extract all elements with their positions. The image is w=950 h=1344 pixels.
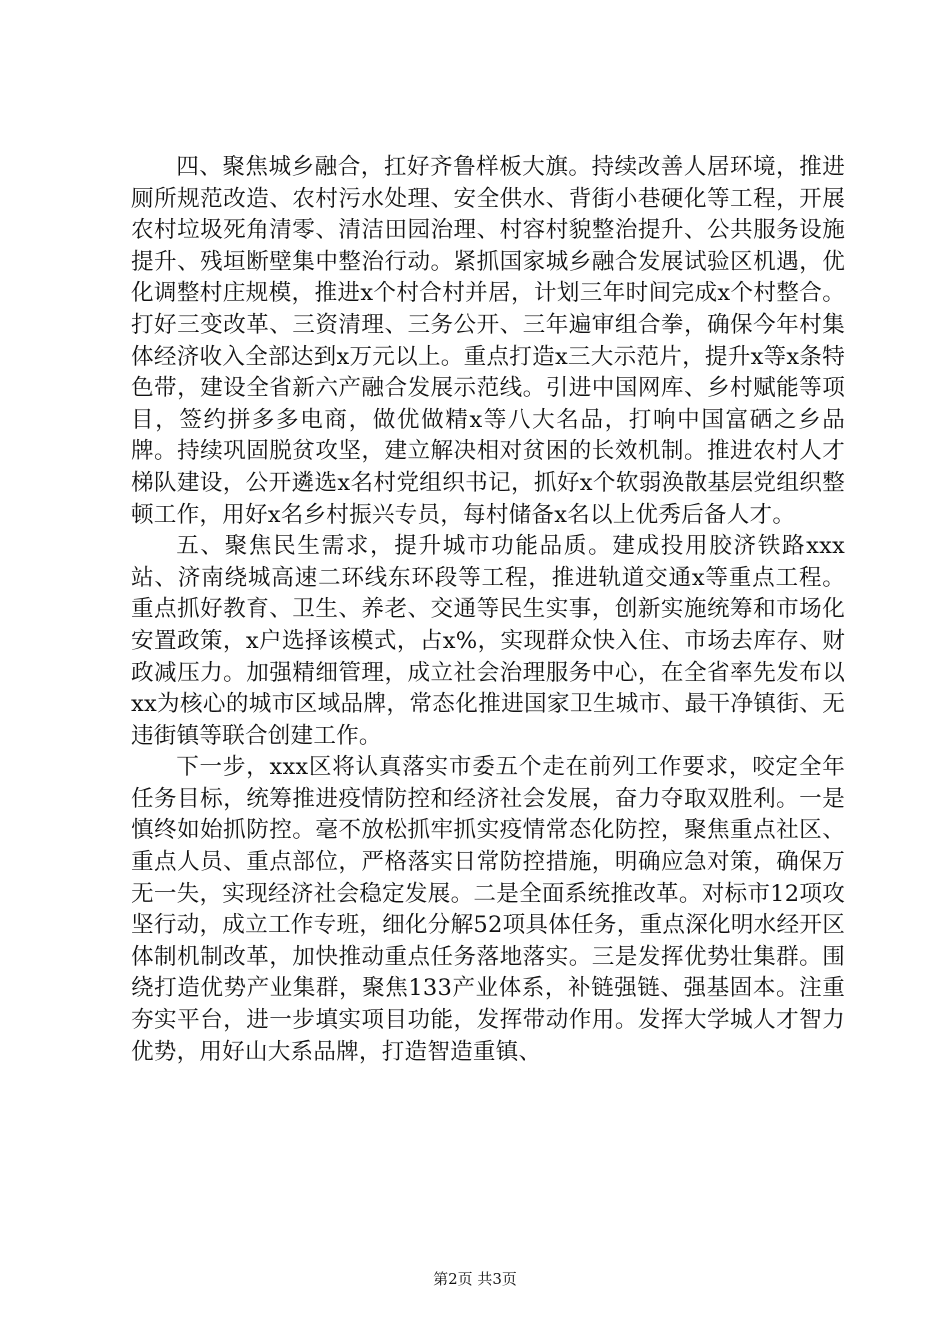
paragraph-livelihood: 五、聚焦民生需求，提升城市功能品质。建成投用胶济铁路xxx站、济南绕城高速二环线东环段等工程，推进轨道交通x等重点工程。重点抓好教育、卫生、养老、交通等民生实事，创新实施统筹和市场化安置政策，x户选择该模式，占x%，实现群众快入住、市场去库存、财政减压力。加强精细管理，成立社会治理服务中心，在全省率先发布以xx为核心的城市区域品牌，常态化推进国家卫生城市、最干净镇街、无违街镇等联合创建工作。: [131, 533, 845, 749]
paragraph-rural-integration: 四、聚焦城乡融合，扛好齐鲁样板大旗。持续改善人居环境，推进厕所规范改造、农村污水处理、安全供水、背街小巷硬化等工程，开展农村垃圾死角清零、清洁田园治理、村容村貌整治提升、公共服务设施提升、残垣断壁集中整治行动。紧抓国家城乡融合发展试验区机遇，优化调整村庄规模，推进x个村合村并居，计划三年时间完成x个村整合。打好三变改革、三资清理、三务公开、三年遍审组合拳，确保今年村集体经济收入全部达到x万元以上。重点打造x三大示范片，提升x等x条特色带，建设全省新六产融合发展示范线。引进中国网库、乡村赋能等项目，签约拼多多电商，做优做精x等八大名品，打响中国富硒之乡品牌。持续巩固脱贫攻坚，建立解决相对贫困的长效机制。推进农村人才梯队建设，公开遴选x名村党组织书记，抓好x个软弱涣散基层党组织整顿工作，用好x名乡村振兴专员，每村储备x名以上优秀后备人才。: [131, 154, 845, 528]
page-number-footer: 第2页 共3页: [433, 1270, 517, 1288]
paragraph-next-steps: 下一步，xxx区将认真落实市委五个走在前列工作要求，咬定全年任务目标，统筹推进疫情防控和经济社会发展，奋力夺取双胜利。一是慎终如始抓防控。毫不放松抓牢抓实疫情常态化防控，聚焦重点社区、重点人员、重点部位，严格落实日常防控措施，明确应急对策，确保万无一失，实现经济社会稳定发展。二是全面系统推改革。对标市12项攻坚行动，成立工作专班，细化分解52项具体任务，重点深化明水经开区体制机制改革，加快推动重点任务落地落实。三是发挥优势壮集群。围绕打造优势产业集群，聚焦133产业体系，补链强链、强基固本。注重夯实平台，进一步填实项目功能，发挥带动作用。发挥大学城人才智力优势，用好山大系品牌，打造智造重镇、: [131, 754, 845, 1065]
document-body: [131, 152, 845, 1068]
